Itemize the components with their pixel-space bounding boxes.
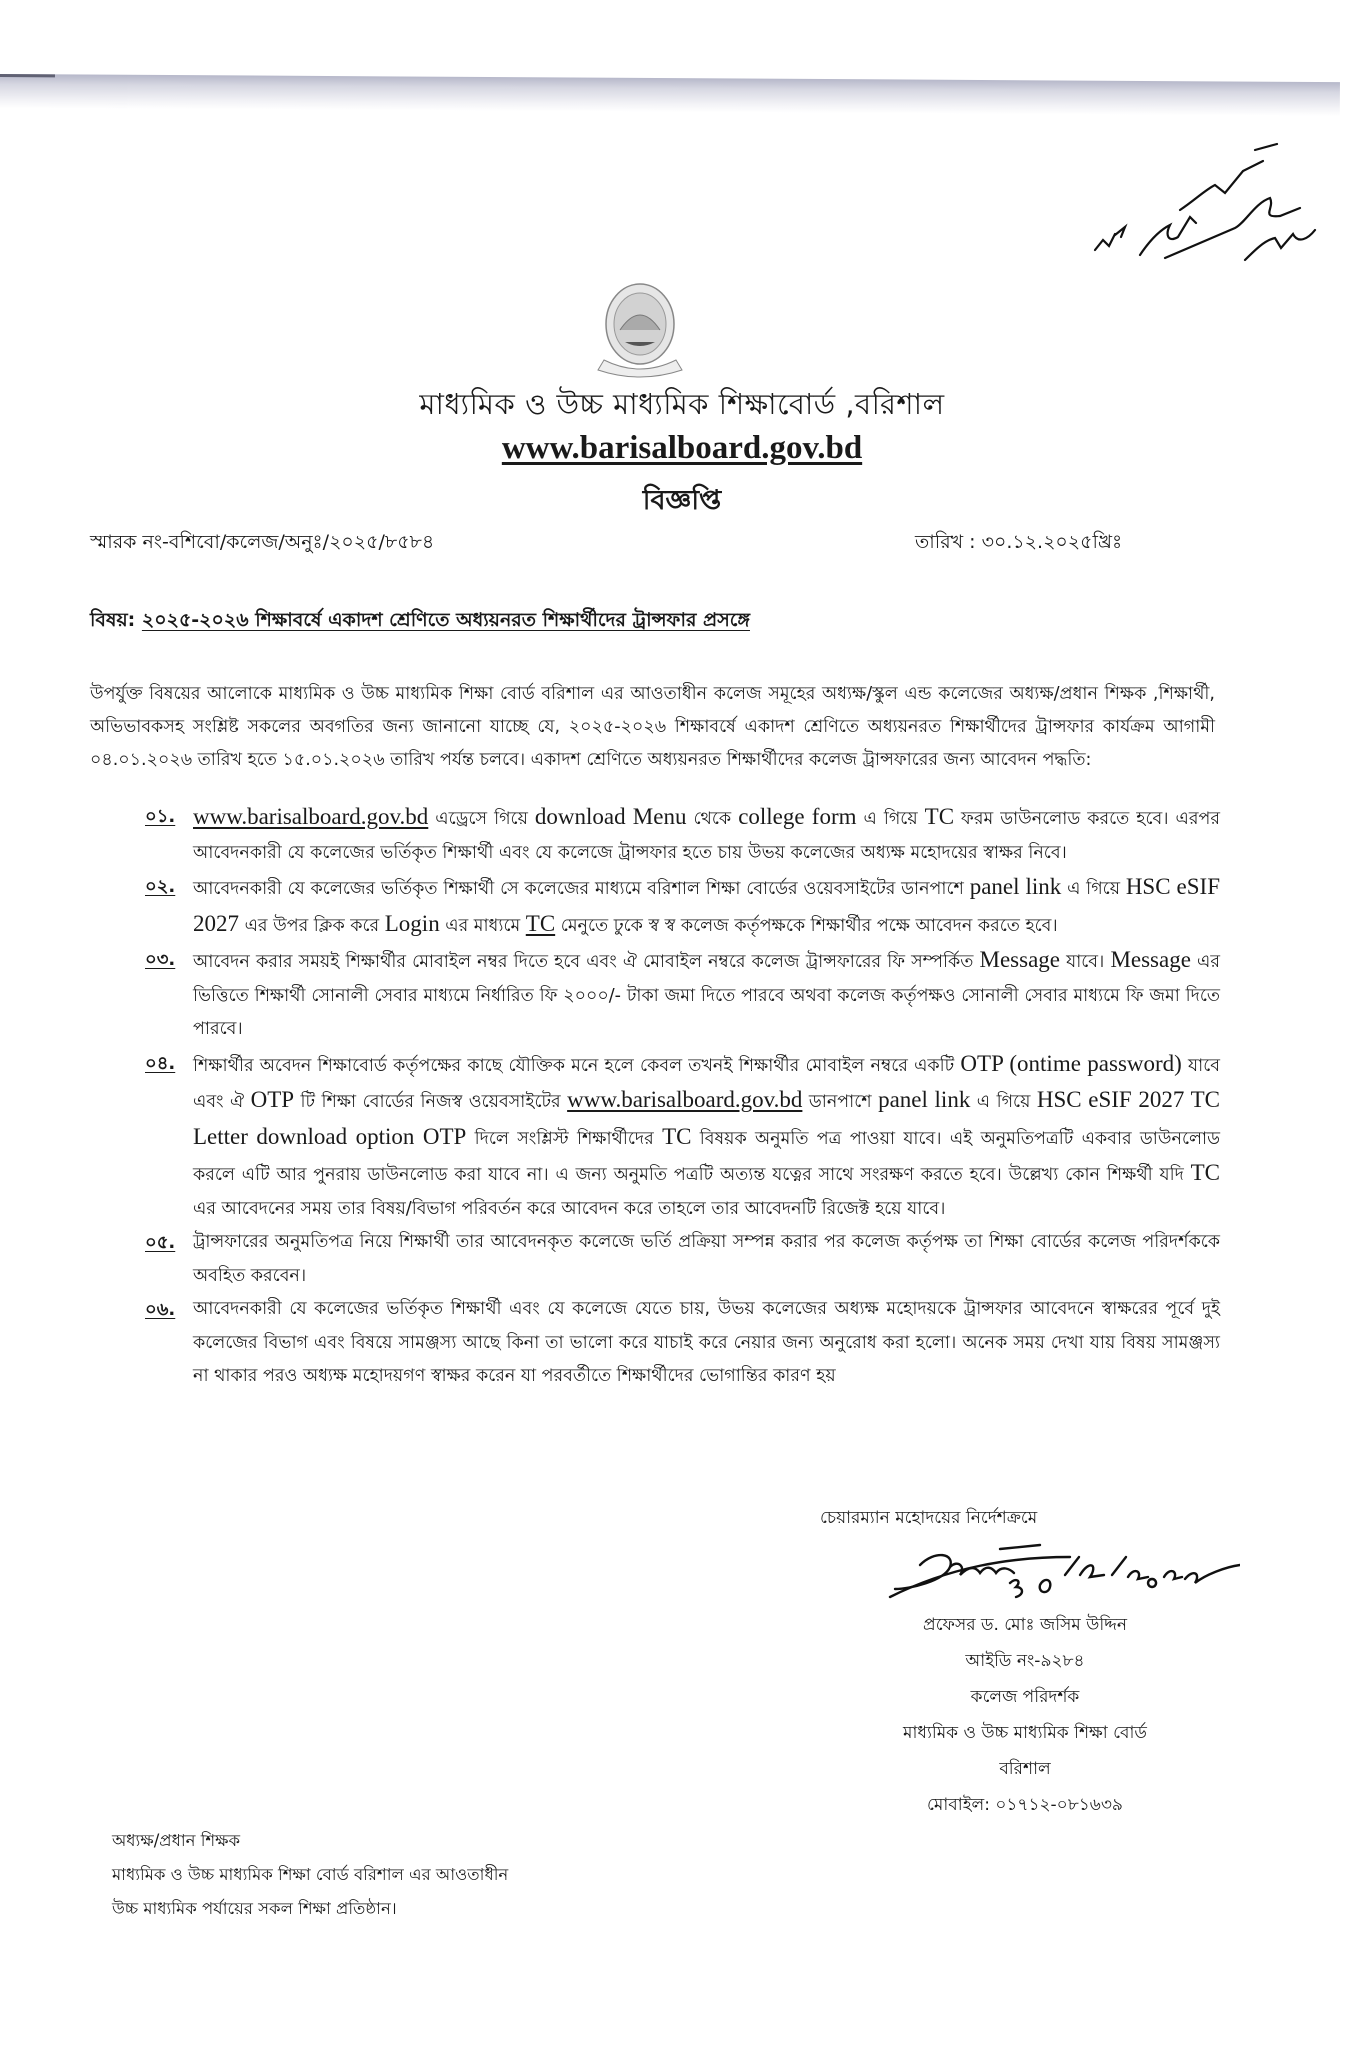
signatory-city: বরিশাল: [999, 1759, 1051, 1779]
step-text-fragment: আবেদনকারী যে কলেজের ভর্তিকৃত শিক্ষার্থী এবং যে কলেজে যেতে চায়, উভয় কলেজের অধ্যক্ষ মহোদয়কে ট্রান্সফার আবেদনে স্বাক্ষরের পূর্বে দুই কলেজের বিভাগ এবং বিষয়ে সামঞ্জস্য আছে কিনা তা ভালো করে যাচাই করে নেয়ার জন্য অনুরোধ করা হলো। অনেক সময় দেখা যায় বিষয় সামঞ্জস্য না থাকার পরও অধ্যক্ষ মহোদয়গণ স্বাক্ষর করেন যা পরবর্তীতে শিক্ষার্থীদের ভোগান্তির কারণ হয়: [193, 1299, 1220, 1386]
procedure-step: [145, 1047, 1220, 1227]
procedure-step: [145, 800, 1220, 870]
subject-label: বিষয়:: [90, 609, 136, 631]
step-text-fragment: OTP (ontime password): [960, 1050, 1182, 1076]
procedure-step: [145, 870, 1220, 943]
step-text-fragment: ডানপাশে: [802, 1092, 879, 1112]
step-text: [193, 1047, 1220, 1227]
step-text-fragment: TC: [1190, 1160, 1220, 1185]
signature: [880, 1535, 1240, 1615]
recipient-line-1: অধ্যক্ষ/প্রধান শিক্ষক: [112, 1831, 241, 1850]
procedure-step: [145, 943, 1220, 1047]
notice-heading: বিজ্ঞপ্তি: [642, 485, 722, 516]
board-name: মাধ্যমিক ও উচ্চ মাধ্যমিক শিক্ষাবোর্ড ,বরিশাল: [419, 387, 945, 421]
step-text: [193, 870, 1220, 943]
step-text-fragment: যাবে।: [1060, 952, 1111, 972]
step-text-fragment: HSC eSIF 2027: [193, 874, 1220, 936]
by-order-line: চেয়ারম্যান মহোদয়ের নির্দেশক্রমে: [820, 1508, 1038, 1528]
recipient-line-3: উচ্চ মাধ্যমিক পর্যায়ের সকল শিক্ষা প্রতিষ্ঠান।: [112, 1899, 397, 1918]
procedure-step: [145, 1293, 1220, 1394]
step-text-fragment: আবেদনকারী যে কলেজের ভর্তিকৃত শিক্ষার্থী সে কলেজের মাধ্যমে বরিশাল শিক্ষা বোর্ডের ওয়েবসাইটের ডানপাশে: [193, 879, 970, 899]
step-text: [193, 943, 1220, 1047]
step-text-fragment: টি শিক্ষা বোর্ডের নিজস্ব ওয়েবসাইটের: [294, 1092, 568, 1112]
board-seal-icon: [590, 280, 690, 380]
step-number: ০৬.: [145, 1299, 176, 1320]
step-text-fragment: HSC eSIF 2027 TC Letter download option OTP: [193, 1087, 1220, 1149]
step-text: [193, 1226, 1220, 1293]
step-text-fragment: এর ভিত্তিতে শিক্ষার্থী সোনালী সেবার মাধ্যমে নির্ধারিত ফি ২০০০/- টাকা জমা দিতে পারবে অথবা কলেজ কর্তৃপক্ষও সোনালী সেবার মাধ্যমে ফি জমা দিতে পারবে।: [193, 952, 1220, 1039]
step-number: ০৪.: [145, 1052, 176, 1074]
step-text-fragment: এ গিয়ে: [856, 809, 925, 829]
step-text-fragment: এর মাধ্যমে: [439, 915, 526, 936]
step-text-fragment: Message: [979, 947, 1060, 972]
memo-number: স্মারক নং-বশিবো/কলেজ/অনুঃ/২০২৫/৮৫৮৪: [90, 531, 435, 553]
inline-link[interactable]: TC: [525, 910, 556, 936]
step-text-fragment: এড্রেসে গিয়ে: [428, 809, 535, 829]
signatory-id: আইডি নং-৯২৮৪: [965, 1651, 1085, 1671]
handwritten-note: [1085, 140, 1325, 270]
step-text-fragment: Login: [384, 910, 440, 936]
step-text-fragment: OTP: [250, 1087, 295, 1112]
step-text-fragment: TC: [924, 804, 955, 829]
scanner-edge-shadow: [0, 74, 1340, 116]
step-text-fragment: দিলে সংশ্লিস্ট শিক্ষার্থীদের: [466, 1128, 663, 1149]
step-number: ০৫.: [145, 1232, 176, 1253]
inline-link[interactable]: www.barisalboard.gov.bd: [567, 1087, 803, 1112]
step-text: [193, 1293, 1220, 1394]
step-text-fragment: এর আবেদনের সময় তার বিষয়/বিভাগ পরিবর্তন করে আবেদন করে তাহলে তার আবেদনটি রিজেক্ট হয়ে যাবে।: [193, 1198, 946, 1219]
step-text-fragment: মেনুতে ঢুকে স্ব স্ব কলেজ কর্তৃপক্ষকে শিক্ষার্থীর পক্ষে আবেদন করতে হবে।: [555, 915, 1058, 936]
memo-date: তারিখ : ৩০.১২.২০২৫খ্রিঃ: [915, 531, 1123, 553]
board-website-link[interactable]: www.barisalboard.gov.bd: [501, 430, 863, 466]
step-text-fragment: download Menu: [534, 804, 687, 829]
step-text-fragment: এ গিয়ে: [1061, 879, 1126, 899]
step-text-fragment: শিক্ষার্থীর অবেদন শিক্ষাবোর্ড কর্তৃপক্ষের কাছে যৌক্তিক মনে হলে কেবল তখনই শিক্ষার্থীর মোবাইল নম্বরে একটি: [193, 1055, 961, 1076]
procedure-steps: [145, 800, 1220, 1394]
step-text-fragment: college form: [738, 804, 857, 829]
signatory-mobile: মোবাইল: ০১৭১২-০৮১৬৩৯: [927, 1795, 1123, 1815]
step-number: ০৩.: [145, 949, 176, 970]
signatory-organization: মাধ্যমিক ও উচ্চ মাধ্যমিক শিক্ষা বোর্ড: [903, 1723, 1147, 1743]
step-text-fragment: থেকে: [686, 809, 739, 829]
subject-text: ২০২৫-২০২৬ শিক্ষাবর্ষে একাদশ শ্রেণিতে অধ্যয়নরত শিক্ষার্থীদের ট্রান্সফার প্রসঙ্গে: [141, 609, 750, 631]
step-text-fragment: ট্রান্সফারের অনুমতিপত্র নিয়ে শিক্ষার্থী তার আবেদনকৃত কলেজে ভর্তি প্রক্রিয়া সম্পন্ন করার পর কলেজ কর্তৃপক্ষ তা শিক্ষা বোর্ডের কলেজ পরিদর্শককে অবহিত করবেন।: [193, 1232, 1220, 1286]
step-text-fragment: বিষয়ক অনুমতি পত্র পাওয়া যাবে। এই অনুমতিপত্রটি একবার ডাউনলোড করলে এটি আর পুনরায় ডাউনলোড করা যাবে না। এ জন্য অনুমতি পত্রটি অত্যন্ত যত্নের সাথে সংরক্ষণ করতে হবে। উল্লেখ্য কোন শিক্ষর্থী যদি: [193, 1128, 1220, 1185]
step-number: ০১.: [145, 806, 176, 827]
step-text-fragment: panel link: [969, 874, 1062, 899]
step-text: [193, 800, 1220, 870]
step-text-fragment: TC: [662, 1123, 692, 1149]
inline-link[interactable]: www.barisalboard.gov.bd: [193, 804, 429, 829]
signatory-name: প্রফেসর ড. মোঃ জসিম উদ্দিন: [923, 1615, 1127, 1635]
step-number: ০২.: [145, 876, 176, 897]
procedure-step: [145, 1226, 1220, 1293]
subject-line: [90, 606, 750, 638]
step-text-fragment: এর উপর ক্লিক করে: [239, 915, 385, 936]
step-text-fragment: যাবে এবং ঐ: [193, 1055, 1220, 1112]
signatory-designation: কলেজ পরিদর্শক: [970, 1687, 1080, 1707]
step-text-fragment: এ গিয়ে: [970, 1092, 1037, 1112]
step-text-fragment: আবেদন করার সময়ই শিক্ষার্থীর মোবাইল নম্বর দিতে হবে এবং ঐ মোবাইল নম্বরে কলেজ ট্রান্সফারের ফি সম্পর্কিত: [193, 952, 980, 972]
step-text-fragment: Message: [1110, 947, 1191, 972]
recipient-line-2: মাধ্যমিক ও উচ্চ মাধ্যমিক শিক্ষা বোর্ড বরিশাল এর আওতাধীন: [112, 1865, 509, 1884]
intro-paragraph: উপর্যুক্ত বিষয়ের আলোকে মাধ্যমিক ও উচ্চ মাধ্যমিক শিক্ষা বোর্ড বরিশাল এর আওতাধীন কলেজ সমূহের অধ্যক্ষ/স্কুল এন্ড কলেজের অধ্যক্ষ/প্রধান শিক্ষক ,শিক্ষার্থী, অভিভাবকসহ সংশ্লিষ্ট সকলের অবগতির জন্য জানানো যাচ্ছে যে, ২০২৫-২০২৬ শিক্ষাবর্ষে একাদশ শ্রেণিতে অধ্যয়নরত শিক্ষার্থীদের ট্রান্সফার কার্যক্রম আগামী ০৪.০১.২০২৬ তারিখ হতে ১৫.০১.২০২৬ তারিখ পর্যন্ত চলবে। একাদশ শ্রেণিতে অধ্যয়নরত শিক্ষার্থীদের কলেজ ট্রান্সফারের জন্য আবেদন পদ্ধতি:: [90, 684, 1215, 770]
step-text-fragment: panel link: [878, 1087, 971, 1112]
step-text-fragment: ফরম ডাউনলোড করতে হবে। এরপর আবেদনকারী যে কলেজের ভর্তিকৃত শিক্ষার্থী এবং যে কলেজে ট্রান্সফার হতে চায় উভয় কলেজের অধ্যক্ষ মহোদয়ের স্বাক্ষর নিবে।: [193, 809, 1220, 863]
